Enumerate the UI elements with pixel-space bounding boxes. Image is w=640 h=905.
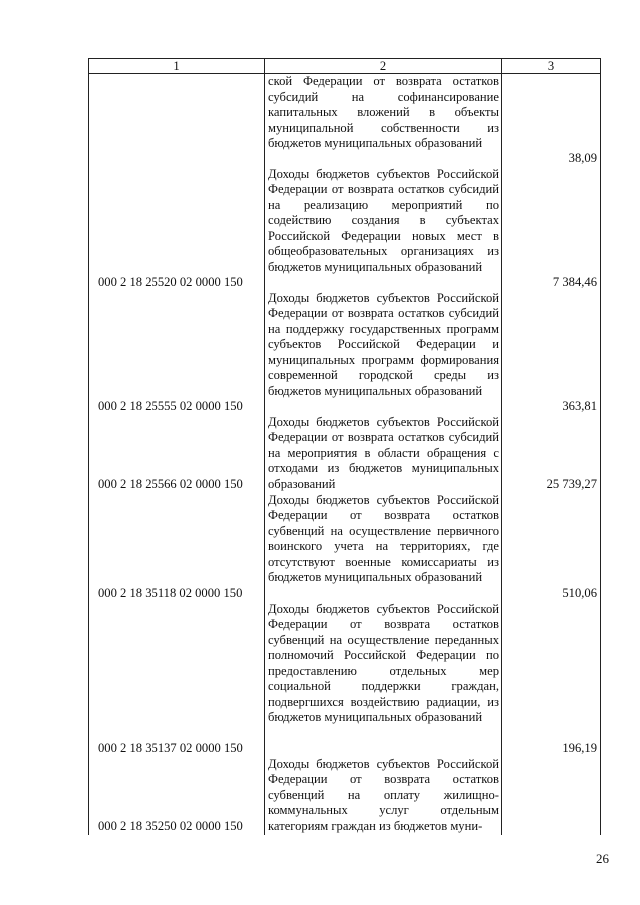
budget-table xyxy=(88,58,601,835)
description-cell: Доходы бюджетов субъектов Российской Федерации от возврата остатков субвенций на оплату жилищно-коммунальных услуг отдельным категориям граждан из бюджетов муни- xyxy=(265,757,502,835)
amount-cell xyxy=(502,493,601,602)
description-cell: Доходы бюджетов субъектов Российской Федерации от возврата остатков субвенций на осуществление переданных полномочий Российской Федерации по предоставлению отдельных мер социальной поддержки граждан, подвергшихся воздействию радиации, из бюджетов муниципальных образований xyxy=(265,602,502,757)
column-header-2: 2 xyxy=(265,59,502,74)
amount-value: 25 739,27 xyxy=(546,477,597,491)
description-cell: Доходы бюджетов субъектов Российской Федерации от возврата остатков субсидий на поддержку государственных программ субъектов Российской Федерации и муниципальных программ формирования современной городской среды из бюджетов муниципальных образований xyxy=(265,291,502,415)
budget-code-cell xyxy=(89,493,265,602)
table-row xyxy=(89,415,601,493)
budget-code-cell xyxy=(89,167,265,291)
amount-value: 363,81 xyxy=(562,399,597,413)
page-number: 26 xyxy=(596,851,609,866)
column-header-3: 3 xyxy=(502,59,601,74)
amount-cell xyxy=(502,757,601,835)
amount-cell xyxy=(502,602,601,757)
amount-value: 7 384,46 xyxy=(552,275,597,289)
description-cell: Доходы бюджетов субъектов Российской Федерации от возврата остатков субсидий на мероприятия в области обращения с отходами из бюджетов муниципальных образований xyxy=(265,415,502,493)
budget-code-cell xyxy=(89,602,265,757)
description-cell: ской Федерации от возврата остатков субсидий на софинансирование капитальных вложений в объекты муниципальной собственности из бюджетов муниципальных образований xyxy=(265,74,502,167)
table-header-row xyxy=(89,59,601,74)
table-row xyxy=(89,602,601,757)
table-row xyxy=(89,74,601,167)
amount-value: 38,09 xyxy=(568,151,597,165)
budget-code: 000 2 18 35118 02 0000 150 xyxy=(98,586,243,600)
amount-cell xyxy=(502,291,601,415)
table-row xyxy=(89,493,601,602)
description-cell: Доходы бюджетов субъектов Российской Федерации от возврата остатков субвенций на осуществление первичного воинского учета на территориях, где отсутствуют военные комиссариаты из бюджетов муниципальных образований xyxy=(265,493,502,602)
budget-code: 000 2 18 35137 02 0000 150 xyxy=(98,741,243,755)
column-header-1: 1 xyxy=(89,59,265,74)
amount-value: 196,19 xyxy=(562,741,597,755)
budget-code-cell xyxy=(89,291,265,415)
table-row xyxy=(89,291,601,415)
amount-cell xyxy=(502,167,601,291)
table-row xyxy=(89,167,601,291)
description-cell: Доходы бюджетов субъектов Российской Федерации от возврата остатков субсидий на реализацию мероприятий по содействию создания в субъектах Российской Федерации новых мест в общеобразовательных организациях из бюджетов муниципальных образований xyxy=(265,167,502,291)
budget-code: 000 2 18 25555 02 0000 150 xyxy=(98,399,243,413)
budget-code: 000 2 18 25566 02 0000 150 xyxy=(98,477,243,491)
budget-code: 000 2 18 35250 02 0000 150 xyxy=(98,819,243,833)
table-row xyxy=(89,757,601,835)
table-body xyxy=(89,74,601,835)
budget-code-cell xyxy=(89,757,265,835)
amount-cell xyxy=(502,415,601,493)
amount-value: 510,06 xyxy=(562,586,597,600)
budget-code-cell xyxy=(89,415,265,493)
amount-cell xyxy=(502,74,601,167)
budget-code-cell xyxy=(89,74,265,167)
budget-code: 000 2 18 25520 02 0000 150 xyxy=(98,275,243,289)
